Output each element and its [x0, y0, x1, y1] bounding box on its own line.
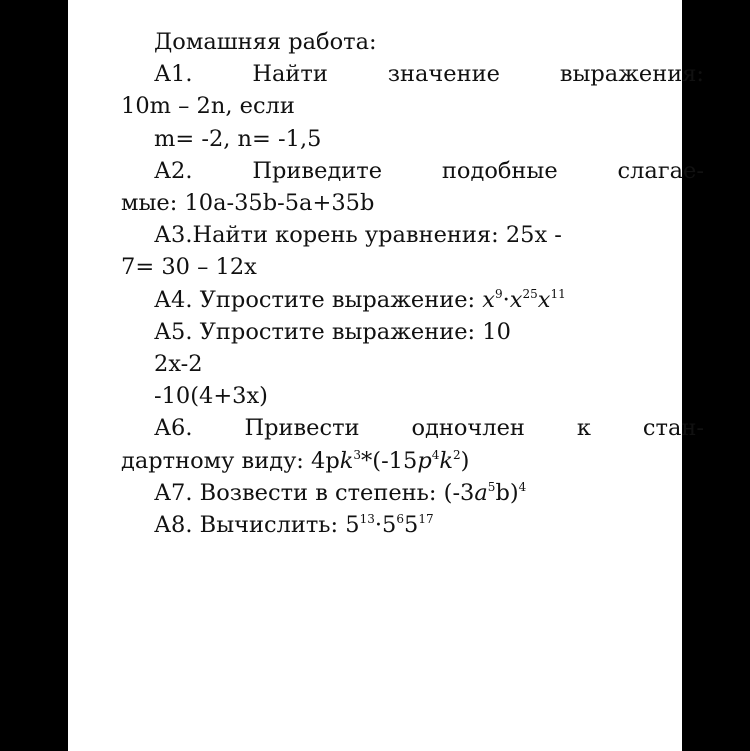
- task-a1-line2: 10m – 2n, если: [121, 93, 295, 120]
- task-a6-word: одночлен: [411, 415, 525, 442]
- task-a1-line1: [154, 58, 704, 90]
- task-a4-line: [154, 284, 704, 316]
- exponent: 25: [522, 286, 538, 301]
- task-a1-word: значение: [387, 61, 500, 88]
- exponent: 11: [550, 286, 566, 301]
- var-b: b): [495, 479, 519, 506]
- task-a6-label: А6.: [154, 415, 193, 442]
- task-a1-word: Найти: [252, 61, 328, 88]
- task-a6-word: к: [576, 415, 591, 442]
- task-a6-prefix: дартному виду: 4p: [121, 447, 340, 474]
- task-a6-line2: [121, 445, 704, 477]
- exponent: 3: [353, 447, 362, 462]
- task-a1-line3: m= -2, n= -1,5: [154, 125, 322, 152]
- exponent: 4: [431, 447, 440, 462]
- task-a2-word: подобные: [441, 157, 558, 184]
- task-a7-prefix: А7. Возвести в степень: (-3: [154, 479, 475, 506]
- task-a2-word: слагае-: [617, 157, 704, 184]
- task-a3-line1: А3.Найти корень уравнения: 25x -: [154, 222, 562, 249]
- task-a2-label: А2.: [154, 157, 193, 184]
- task-a2-line2: мые: 10a-35b-5a+35b: [121, 190, 375, 217]
- task-a8-line: [154, 509, 704, 541]
- exponent: 9: [494, 286, 503, 301]
- task-a8-mid: 5: [404, 512, 419, 539]
- var-x: x: [537, 286, 551, 313]
- task-a8-dot: ·5: [374, 512, 397, 539]
- var-k: k: [339, 447, 354, 474]
- exponent: 6: [396, 512, 404, 527]
- task-a2-word: Приведите: [252, 157, 383, 184]
- task-a6-close: ): [460, 447, 470, 474]
- task-a6-word: стан-: [642, 415, 704, 442]
- exponent: 17: [418, 512, 434, 527]
- var-p: p: [417, 447, 432, 474]
- dot: ·: [502, 286, 510, 313]
- task-a2-line1: [154, 155, 704, 187]
- exponent: 5: [487, 479, 496, 494]
- var-x: x: [509, 286, 523, 313]
- task-a3-line2: 7= 30 – 12x: [121, 254, 257, 281]
- task-a6-mid: *(-15: [361, 447, 418, 474]
- var-k: k: [439, 447, 453, 474]
- task-a4-prefix: А4. Упростите выражение:: [154, 286, 483, 313]
- task-a6-line1: [154, 412, 704, 444]
- task-a5-line3: -10(4+3x): [154, 383, 268, 410]
- task-a5-line1: А5. Упростите выражение: 10: [154, 318, 511, 345]
- task-a7-line: [154, 477, 704, 509]
- exponent: 2: [453, 447, 461, 462]
- task-a8-prefix: А8. Вычислить: 5: [154, 512, 360, 539]
- exponent: 13: [359, 512, 375, 527]
- document-page: [68, 0, 704, 751]
- var-a: a: [474, 479, 488, 506]
- var-x: x: [482, 286, 495, 313]
- homework-title: Домашняя работа:: [154, 29, 377, 55]
- task-a1-label: А1.: [154, 61, 193, 88]
- homework-text: [121, 26, 704, 541]
- task-a6-word: Привести: [244, 415, 360, 442]
- task-a1-word: выражения:: [559, 61, 704, 88]
- task-a5-line2: 2x-2: [154, 351, 203, 378]
- exponent: 4: [518, 479, 527, 494]
